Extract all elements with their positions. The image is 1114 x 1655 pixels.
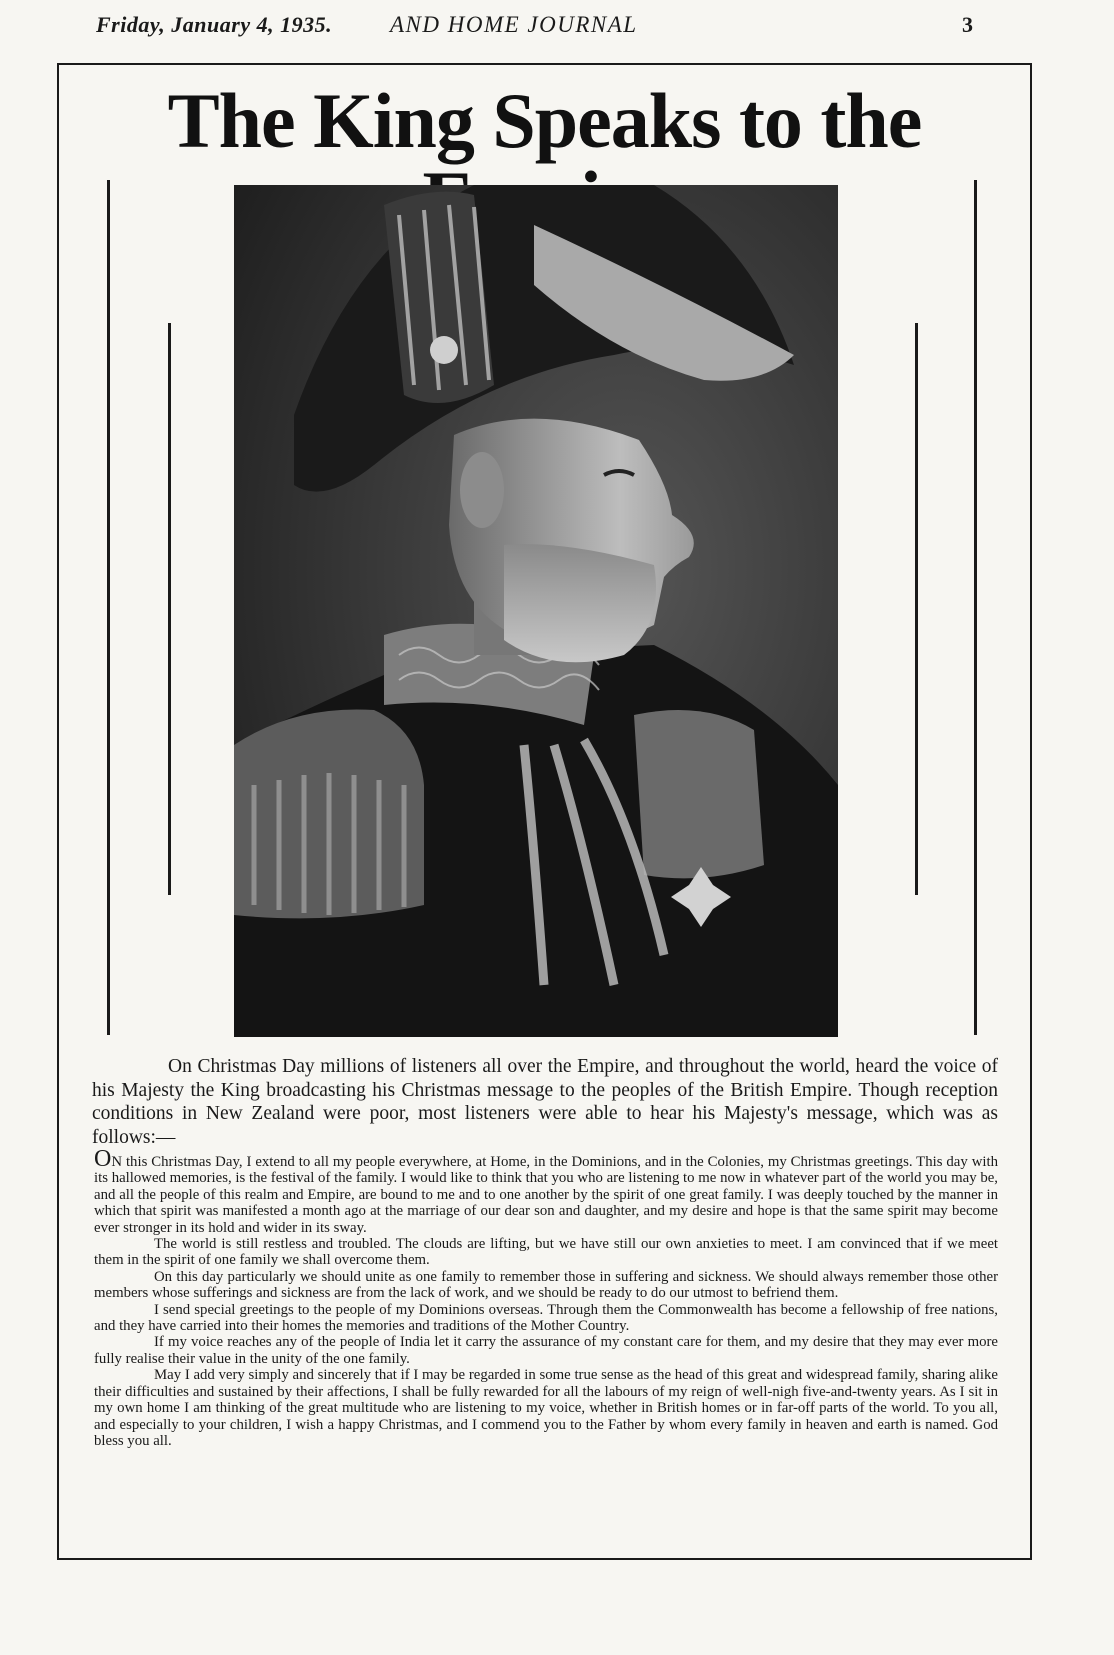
left-inner-rule <box>168 323 171 895</box>
left-outer-rule <box>107 180 110 1035</box>
message-paragraph: If my voice reaches any of the people of India let it carry the assurance of my constant care for them, and my desire that they may ever more fully realise their value in the unity of the one family. <box>94 1334 998 1367</box>
king-message <box>94 1146 998 1449</box>
message-paragraph: The world is still restless and troubled. The clouds are lifting, but we have still our own anxieties to meet. I am convinced that if we meet them in the spirit of one family we shall overcome them. <box>94 1236 998 1269</box>
message-paragraph: May I add very simply and sincerely that if I may be regarded in some true sense as the head of this great and widespread family, sharing alike their difficulties and sustained by their affections, I shall be fully rewarded for all the labours of my reign of well-nigh five-and-twenty years. As I sit in my own home I am thinking of the great multitude who are listening to my voice, whether in British homes or in far-off parts of the world. To you all, and especially to your children, I wish a happy Christmas, and I commend you to the Father by whom every family in heaven and earth is named. God bless you all. <box>94 1367 998 1449</box>
article-intro: On Christmas Day millions of listeners all over the Empire, and throughout the world, heard the voice of his Majesty the King broadcasting his Christmas message to the peoples of the British Empire. Though reception conditions in New Zealand were poor, most listeners were able to hear his Majesty's message, which was as follows:— <box>92 1056 998 1148</box>
king-portrait-photo <box>234 185 838 1037</box>
publication-name: AND HOME JOURNAL <box>390 12 638 37</box>
right-inner-rule <box>915 323 918 895</box>
message-first-text: N this Christmas Day, I extend to all my people everywhere, at Home, in the Dominions, and in the Colonies, my Christmas greetings. This day with its hallowed memories, is the festival of the family. I would like to think that you who are listening to me now in whatever part of the world you may be, and all the people of this realm and Empire, are bound to me and to one another by the spirit of one great family. I was deeply touched by the manner in which that spirit was manifested a month ago at the marriage of our dear son and daughter, and my desire and hope is that the same spirit may become ever stronger in its hold and wider in its sway. <box>94 1154 998 1236</box>
message-paragraph <box>94 1146 998 1236</box>
page-header <box>0 0 1114 55</box>
drop-cap: O <box>94 1146 112 1172</box>
message-paragraph: On this day particularly we should unite as one family to remember those in suffering and sickness. We should always remember those other members whose sufferings and sickness are from the lack of work, and we should be ready to do our utmost to befriend them. <box>94 1268 998 1302</box>
headline: The King Speaks to the <box>167 77 922 164</box>
page-number: 3 <box>962 12 973 37</box>
message-paragraph: I send special greetings to the people of my Dominions overseas. Through them the Commonwealth has become a fellowship of free nations, and they have carried into their homes the memories and traditions of the Mother Country. <box>94 1301 998 1335</box>
right-outer-rule <box>974 180 977 1035</box>
issue-date: Friday, January 4, 1935. <box>96 12 333 37</box>
